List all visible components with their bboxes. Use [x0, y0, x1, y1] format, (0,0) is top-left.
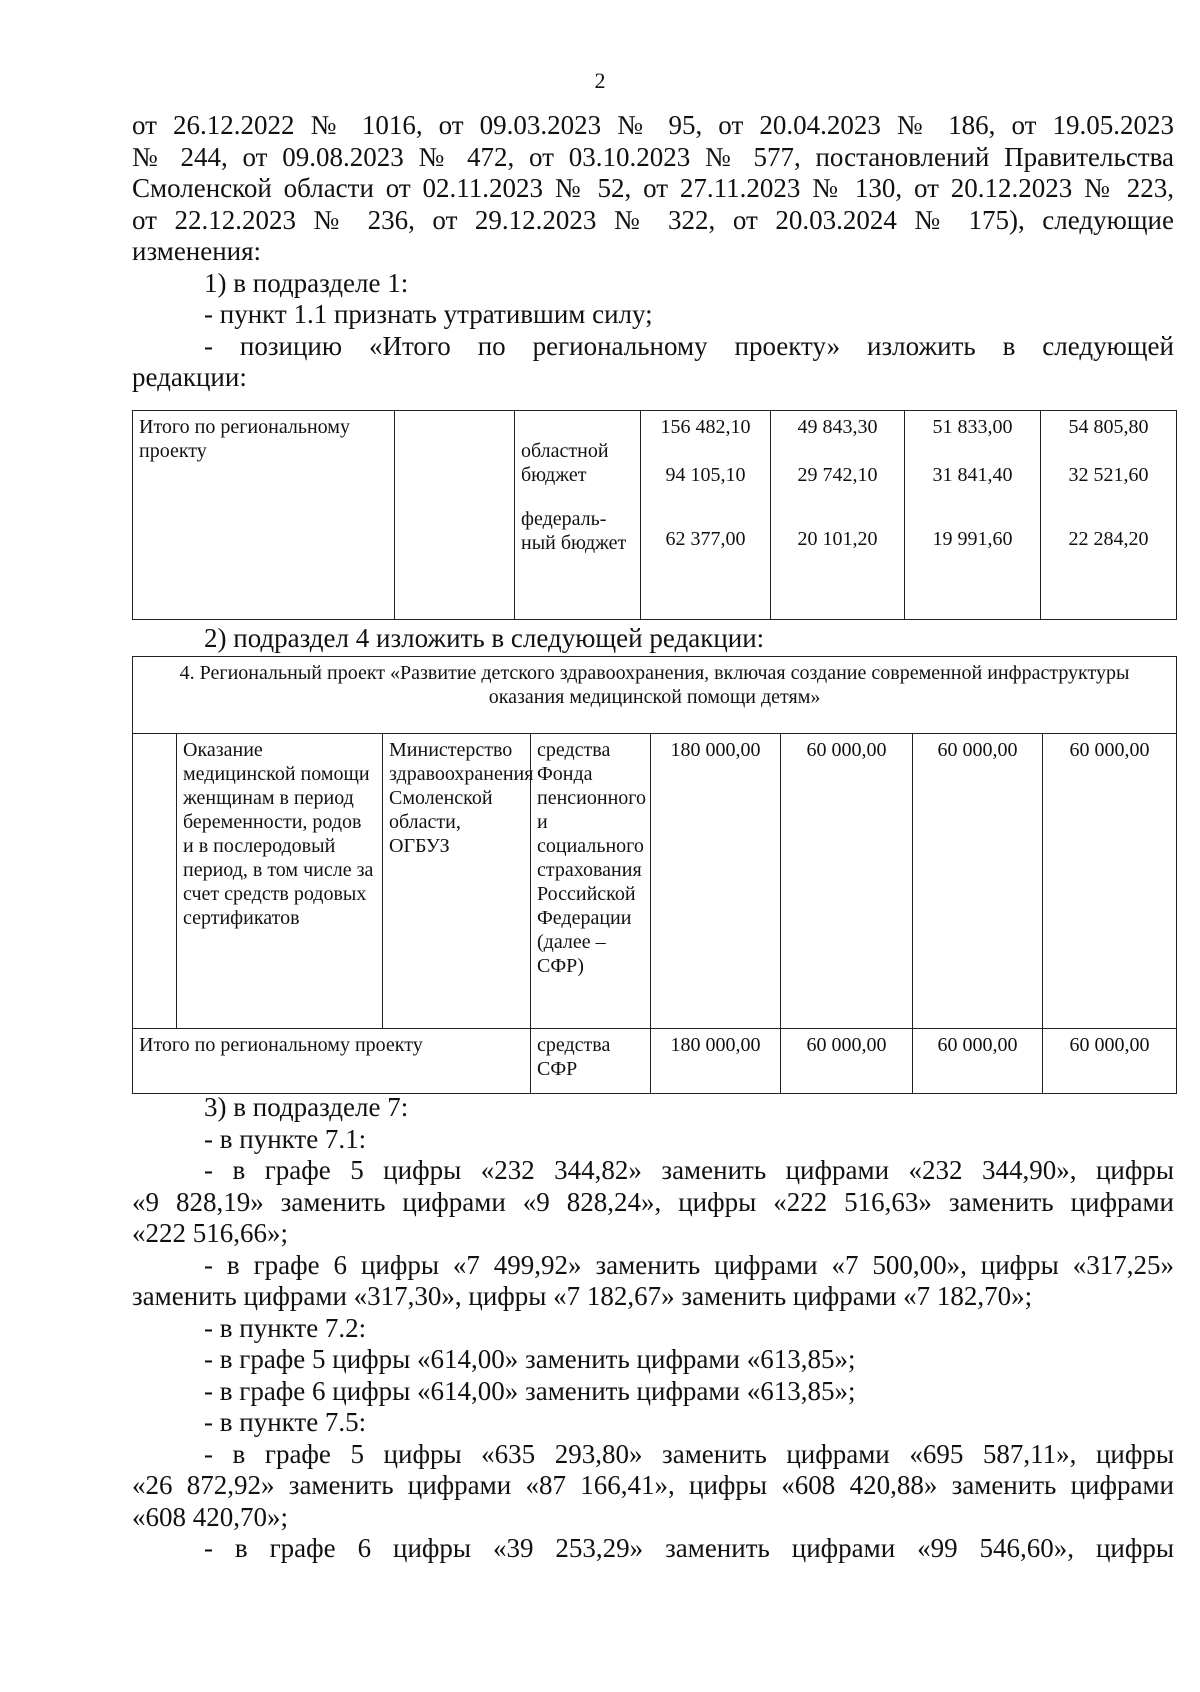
item3-line: - в графе 5 цифры «635 293,80» заменить цифрами «695 587,11», цифры [204, 1438, 1174, 1469]
empty-cell [133, 734, 177, 1029]
intro-line: от 26.12.2022 № 1016, от 09.03.2023 № 95, от 20.04.2023 № 186, от 19.05.2023 [132, 110, 1174, 140]
executor-cell: Министерство здравоохранения Смоленской области, ОГБУЗ [383, 734, 531, 1029]
item3-line: - в графе 5 цифры «232 344,82» заменить цифрами «232 344,90», цифры [204, 1155, 1174, 1185]
section-title: 4. Региональный проект «Развитие детского здравоохранения, включая создание современной инфраструктуры оказания медицинской помощи детям» [179, 662, 1130, 708]
value-cell: 60 000,00 [781, 1029, 913, 1094]
item1-bullet: - пункт 1.1 признать утратившим силу; [204, 299, 653, 329]
value: 49 843,30 [797, 416, 878, 438]
intro-line: от 22.12.2023 № 236, от 29.12.2023 № 322, от 20.03.2024 № 175), следующие [132, 204, 1174, 235]
table-total-row [133, 1029, 1177, 1094]
source-row2: областной бюджет [521, 440, 609, 486]
value: 19 991,60 [932, 528, 1013, 550]
total-label-cell: Итого по региональному проекту [133, 1029, 531, 1094]
value: 22 284,20 [1068, 528, 1149, 550]
item1-bullet: - позицию «Итого по региональному проекту» изложить в следующей [204, 330, 1174, 361]
intro-line: Смоленской области от 02.11.2023 № 52, от 27.11.2023 № 130, от 20.12.2023 № 223, [132, 173, 1174, 203]
funding-source-cell: средства Фонда пенсионного и социального страхования Российской Федерации (далее – СФР) [531, 734, 651, 1029]
item3-line: 3) в подразделе 7: [204, 1092, 409, 1122]
empty-cell [395, 411, 515, 620]
value: 62 377,00 [665, 528, 746, 550]
measure-name-cell: Оказание медицинской помощи женщинам в период беременности, родов и в послеродовый период, в том числе за счет средств родовых сертификатов [177, 734, 383, 1029]
value-cell: 60 000,00 [1043, 734, 1177, 1029]
source-row3: федераль-ный бюджет [521, 508, 627, 554]
item3-line: «26 872,92» заменить цифрами «87 166,41», цифры «608 420,88» заменить цифрами [132, 1470, 1174, 1500]
value: 156 482,10 [660, 416, 751, 438]
item3-line: - в графе 6 цифры «7 499,92» заменить цифрами «7 500,00», цифры «317,25» [204, 1249, 1174, 1280]
value-cell: 60 000,00 [781, 734, 913, 1029]
intro-line: № 244, от 09.08.2023 № 472, от 03.10.2023 № 577, постановлений Правительства [132, 141, 1174, 172]
value: 54 805,80 [1068, 416, 1149, 438]
item3-line: - в пункте 7.2: [204, 1312, 367, 1343]
item1-bullet-cont: редакции: [132, 362, 247, 392]
page-number: 2 [594, 68, 606, 93]
table-row [133, 734, 1177, 1029]
table-row [133, 411, 1177, 620]
value-cell: 60 000,00 [1043, 1029, 1177, 1094]
value-col-cell [771, 411, 905, 620]
value: 29 742,10 [797, 464, 878, 486]
value-col-cell [1041, 411, 1177, 620]
value: 51 833,00 [932, 416, 1013, 438]
item3-line: «9 828,19» заменить цифрами «9 828,24», цифры «222 516,63» заменить цифрами [132, 1186, 1174, 1217]
table-subsection4 [132, 656, 1177, 1094]
item3-line: - в пункте 7.5: [204, 1407, 367, 1437]
item3-line: - в графе 5 цифры «614,00» заменить цифрами «613,85»; [204, 1344, 856, 1374]
intro-line: изменения: [132, 236, 262, 266]
item3-paragraph [132, 1092, 1174, 1565]
item3-line: «222 516,66»; [132, 1218, 289, 1248]
table-title-cell [133, 657, 1177, 734]
item1-heading: 1) в подразделе 1: [204, 267, 409, 298]
item2-paragraph [132, 623, 1174, 655]
value-cell: 180 000,00 [651, 1029, 781, 1094]
value: 31 841,40 [932, 464, 1013, 486]
intro-paragraph [132, 110, 1174, 394]
table-title-row [133, 657, 1177, 734]
value-cell: 60 000,00 [913, 734, 1043, 1029]
item3-line: - в пункте 7.1: [204, 1123, 367, 1154]
value: 32 521,60 [1068, 464, 1149, 486]
table-subsection1-total [132, 410, 1177, 620]
item3-line: - в графе 6 цифры «614,00» заменить цифрами «613,85»; [204, 1375, 856, 1406]
item3-line: «608 420,70»; [132, 1501, 289, 1532]
source-cell [515, 411, 641, 620]
funding-source-cell: средства СФР [531, 1029, 651, 1094]
item3-line: - в графе 6 цифры «39 253,29» заменить цифрами «99 546,60», цифры [204, 1533, 1174, 1563]
value-cell: 180 000,00 [651, 734, 781, 1029]
item2-heading: 2) подраздел 4 изложить в следующей редакции: [204, 623, 765, 653]
value-col-cell [641, 411, 771, 620]
total-label-cell: Итого по региональному проекту [133, 411, 395, 620]
item3-line: заменить цифрами «317,30», цифры «7 182,67» заменить цифрами «7 182,70»; [132, 1281, 1033, 1311]
value: 20 101,20 [797, 528, 878, 550]
value: 94 105,10 [665, 464, 746, 486]
value-cell: 60 000,00 [913, 1029, 1043, 1094]
value-col-cell [905, 411, 1041, 620]
